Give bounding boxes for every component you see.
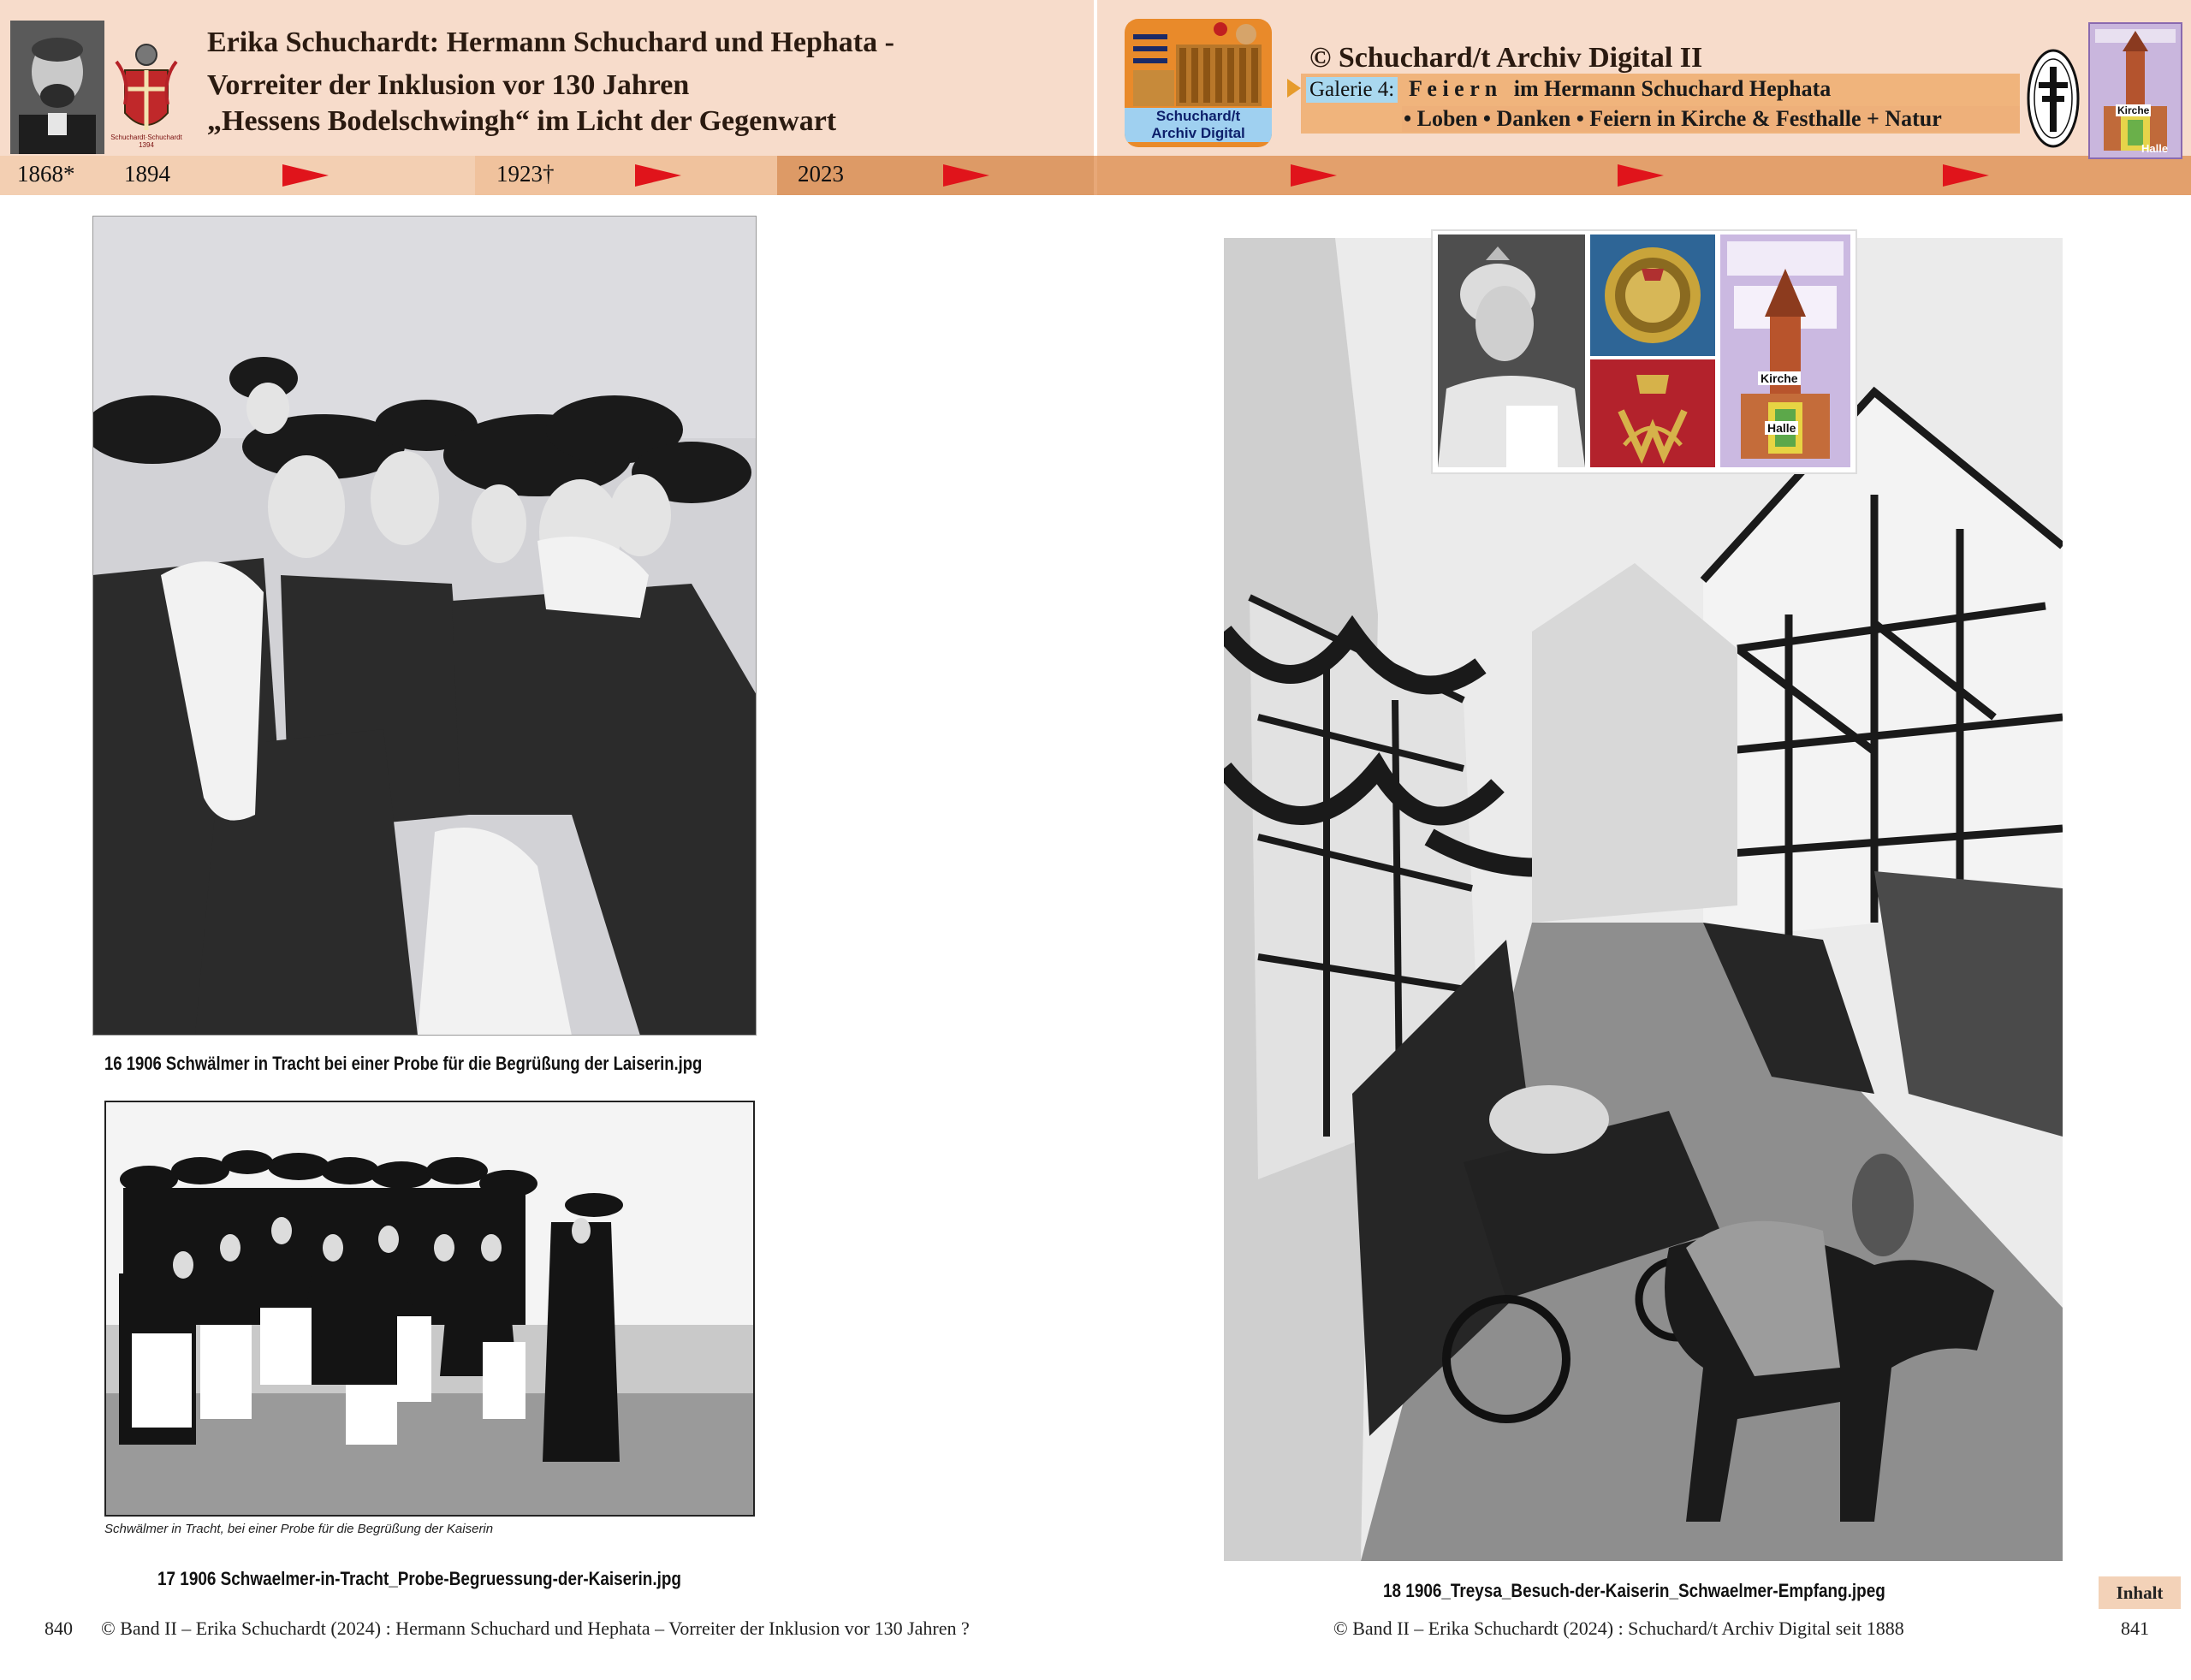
footer-right: © Band II – Erika Schuchardt (2024) : Schuchard/t Archiv Digital seit 1888 <box>1333 1618 1904 1639</box>
empress-portrait[interactable] <box>1438 234 1585 467</box>
crest-caption: Schuchardt·Schuchardt 1394 <box>110 134 182 149</box>
photo-schwaelmer-group-rehearsal[interactable] <box>104 1101 755 1517</box>
hephata-cross-seal-icon <box>2027 48 2080 149</box>
timeline-year-death: 1923† <box>496 161 555 187</box>
gallery-subtitle: • Loben • Danken • Feiern in Kirche & Festhalle + Natur <box>1404 106 1942 131</box>
photo-schwaelmer-rehearsal-closeup[interactable] <box>92 216 757 1036</box>
caption-photo-16: 16 1906 Schwälmer in Tracht bei einer Probe für die Begrüßung der Laiserin.jpg <box>104 1053 703 1074</box>
archive-title: © Schuchard/t Archiv Digital II <box>1309 42 1703 74</box>
timeline-arrow <box>1618 164 1664 187</box>
timeline-arrow <box>1943 164 1989 187</box>
caption-photo-17: 17 1906 Schwaelmer-in-Tracht_Probe-Begruessung-der-Kaiserin.jpg <box>157 1568 681 1589</box>
footer-left: © Band II – Erika Schuchardt (2024) : Hermann Schuchard und Hephata – Vorreiter der Inklusion vor 130 Jahren ? <box>101 1618 970 1639</box>
gallery-title: F e i e r n im Hermann Schuchard Hephata <box>1409 76 1832 101</box>
timeline-year-birth: 1868* <box>17 161 75 187</box>
timeline-year-present: 2023 <box>798 161 844 187</box>
timeline-year-founding: 1894 <box>124 161 170 187</box>
author-portrait <box>10 21 104 154</box>
church-poster-word1: Kirche <box>2117 104 2150 116</box>
inset-collage <box>1431 229 1857 474</box>
church-poster-thumbnail[interactable] <box>2088 22 2182 159</box>
caption-photo-18: 18 1906_Treysa_Besuch-der-Kaiserin_Schwaelmer-Empfang.jpeg <box>1383 1580 1885 1601</box>
timeline-arrow <box>943 164 989 187</box>
archive-logo[interactable] <box>1125 19 1272 147</box>
imperial-monogram-image[interactable] <box>1590 359 1715 467</box>
gallery-label[interactable]: Galerie 4: <box>1306 77 1398 103</box>
page-number-left: 840 <box>45 1618 73 1639</box>
gallery-pointer-icon <box>1287 79 1301 98</box>
timeline-arrow <box>1291 164 1337 187</box>
imperial-brooch-image[interactable] <box>1590 234 1715 356</box>
family-crest <box>110 36 182 156</box>
timeline-arrow <box>282 164 329 187</box>
inset-church-word2: Halle <box>1765 421 1798 435</box>
inhalt-button[interactable]: Inhalt <box>2099 1576 2181 1609</box>
archive-logo-line2: Archiv Digital <box>1125 125 1272 142</box>
church-festival-poster[interactable] <box>1720 234 1850 467</box>
archive-logo-line1: Schuchard/t <box>1125 108 1272 125</box>
photo-17-inner-caption-text: Schwälmer in Tracht, bei einer Probe für die Begrüßung der Kaiserin <box>104 1522 494 1536</box>
inset-church-word1: Kirche <box>1758 371 1801 385</box>
book-title-line2: Vorreiter der Inklusion vor 130 Jahren <box>207 69 690 101</box>
timeline-arrow <box>635 164 681 187</box>
church-poster-word2: Halle <box>2141 142 2169 155</box>
book-title-line3: „Hessens Bodelschwingh“ im Licht der Gegenwart <box>207 105 837 137</box>
page-number-right: 841 <box>2121 1618 2149 1639</box>
book-title-line1: Erika Schuchardt: Hermann Schuchard und Hephata - <box>207 27 894 58</box>
